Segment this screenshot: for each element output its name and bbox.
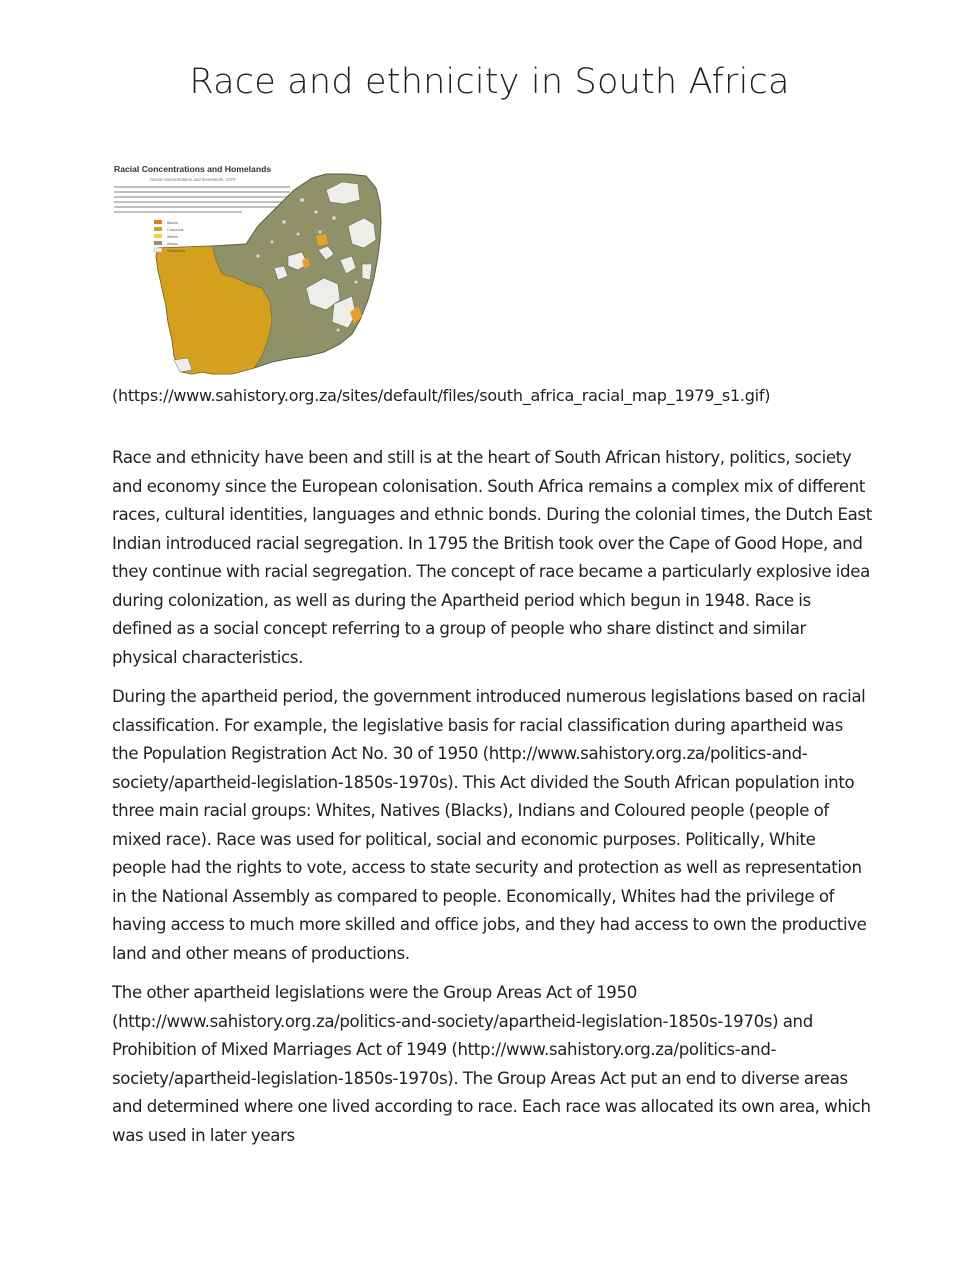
paragraph: Race and ethnicity have been and still is at the heart of South African history, politics, society and economy since the European colonisation. South Africa remains a complex mix of different races, cultural identities, languages and ethnic bonds. During the colonial times, the Dutch East Indian introduced racial segregation. In 1795 the British took over the Cape of Good Hope, and they continue with racial segregation. The concept of race became a particularly explosive idea during colonization, as well as during the Apartheid period which begun in 1948. Race is defined as a social concept referring to a group of people who share distinct and similar physical characteristics. bbox=[112, 448, 872, 667]
figure-caption: (https://www.sahistory.org.za/sites/default/files/south_africa_racial_map_1979_s1.gif) bbox=[112, 386, 771, 405]
map-title: Racial Concentrations and Homelands bbox=[114, 164, 272, 174]
legend-item-homelands: Homelands bbox=[167, 249, 186, 253]
legend-item-coloureds: Coloureds bbox=[167, 228, 184, 232]
legend-item-asians: Asians bbox=[167, 242, 178, 246]
paragraph: The other apartheid legislations were the Group Areas Act of 1950 (http://www.sahistory.org.za/politics-and-society/apartheid-legislation-1850s-1970s) and Prohibition of Mixed Marriages Act of 1949 (http://www.sahistory.org.za/politics-and-society/apartheid-legislation-1850s-1970s). The Group Areas Act put an end to diverse areas and determined where one lived according to race. Each race was allocated its own area, which was used in later years bbox=[112, 983, 871, 1145]
article-body bbox=[112, 444, 872, 1161]
legend-item-blacks: Blacks bbox=[167, 221, 178, 225]
map-subtitle: Racial concentrations and homelands, 1979 bbox=[150, 177, 236, 182]
racial-map-figure bbox=[112, 160, 402, 378]
page-title: Race and ethnicity in South Africa bbox=[189, 62, 790, 102]
paragraph: During the apartheid period, the government introduced numerous legislations based on racial classification. For example, the legislative basis for racial classification during apartheid was the Population Registration Act No. 30 of 1950 (http://www.sahistory.org.za/politics-and-society/apartheid-legislation-1850s-1970s). This Act divided the South African population into three main racial groups: Whites, Natives (Blacks), Indians and Coloured people (people of mixed race). Race was used for political, social and economic purposes. Politically, White people had the rights to vote, access to state security and protection as well as representation in the National Assembly as compared to people. Economically, Whites had the privilege of having access to much more skilled and office jobs, and they had access to own the productive land and other means of productions. bbox=[112, 687, 867, 963]
legend-item-whites: Whites bbox=[167, 235, 178, 239]
map-legend bbox=[154, 220, 185, 253]
racial-map-image bbox=[112, 160, 402, 378]
map-description bbox=[114, 187, 290, 212]
